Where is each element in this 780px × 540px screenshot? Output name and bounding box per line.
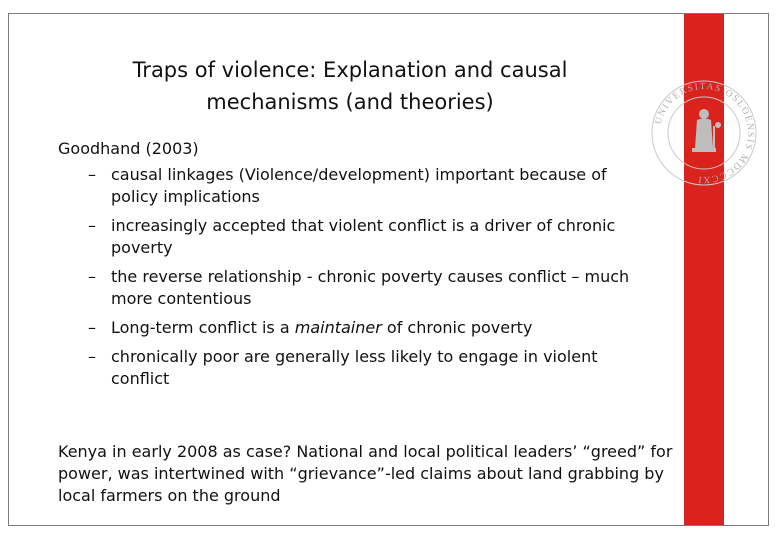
list-item <box>58 215 658 259</box>
dash-bullet: – <box>88 216 96 235</box>
list-item-text-pre: Long-term conflict is a <box>111 318 295 337</box>
slide-title <box>60 54 640 118</box>
university-seal-icon <box>649 78 759 188</box>
title-line-2: mechanisms (and theories) <box>206 90 494 114</box>
seal-text: UNIVERSITAS OSLOENSIS MDCCCXI <box>653 81 756 185</box>
list-item-text: chronically poor are generally less likely to engage in violent conflict <box>111 347 598 388</box>
list-item <box>58 164 658 208</box>
dash-bullet: – <box>88 318 96 337</box>
list-item-text: increasingly accepted that violent conflict is a driver of chronic poverty <box>111 216 616 257</box>
list-item <box>58 266 658 310</box>
bullet-list <box>58 164 658 390</box>
source-citation: Goodhand (2003) <box>58 139 199 158</box>
list-item <box>58 317 658 339</box>
slide-body <box>58 138 658 397</box>
dash-bullet: – <box>88 165 96 184</box>
dash-bullet: – <box>88 267 96 286</box>
list-item-text: causal linkages (Violence/development) important because of policy implications <box>111 165 607 206</box>
case-paragraph: Kenya in early 2008 as case? National and local political leaders’ “greed” for power, was intertwined with “grievance”-led claims about land grabbing by local farmers on the ground <box>58 442 673 505</box>
dash-bullet: – <box>88 347 96 366</box>
list-item-text: the reverse relationship - chronic poverty causes conflict – much more contentious <box>111 267 630 308</box>
title-line-1: Traps of violence: Explanation and causal <box>132 58 568 82</box>
list-item-emphasis: maintainer <box>294 318 382 337</box>
list-item-text-post: of chronic poverty <box>381 318 533 337</box>
list-item <box>58 346 658 390</box>
